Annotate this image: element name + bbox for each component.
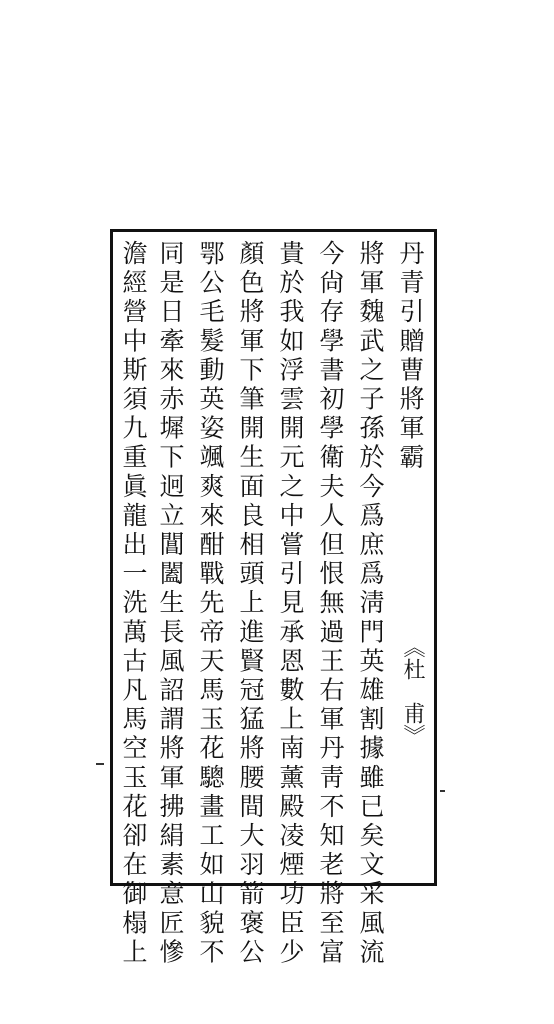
poem-title: 丹青引贈曹將軍霸 [396, 240, 425, 473]
text-column-3: 貴於我如浮雲開元之中嘗引見承恩數上南薰殿凌煙功臣少 [276, 240, 305, 968]
author-name: 杜 甫 [400, 658, 425, 724]
text-column-2: 今尙存學書初學衛夫人但恨無過王右軍丹靑不知老將至富 [316, 240, 345, 968]
text-column-7: 澹經營中斯須九重眞龍出一洗萬古凡馬空玉花卻在御榻上 [119, 240, 148, 968]
margin-tick-left [96, 763, 104, 765]
text-column-1: 將軍魏武之子孫於今爲庶爲淸門英雄割據雖已矣文采風流 [356, 240, 385, 968]
margin-tick-right [440, 790, 445, 792]
text-column-4: 顏色將軍下筆開生面良相頭上進賢冠猛將腰間大羽箭褒公 [236, 240, 265, 968]
author-attribution: 《杜 甫》 [397, 636, 427, 848]
text-column-6: 同是日牽來赤墀下迥立閶闔生長風詔謂將軍拂絹素意匠慘 [156, 240, 185, 968]
text-column-5: 鄂公毛髮動英姿颯爽來酣戰先帝天馬玉花驄畫工如山貌不 [196, 240, 225, 968]
